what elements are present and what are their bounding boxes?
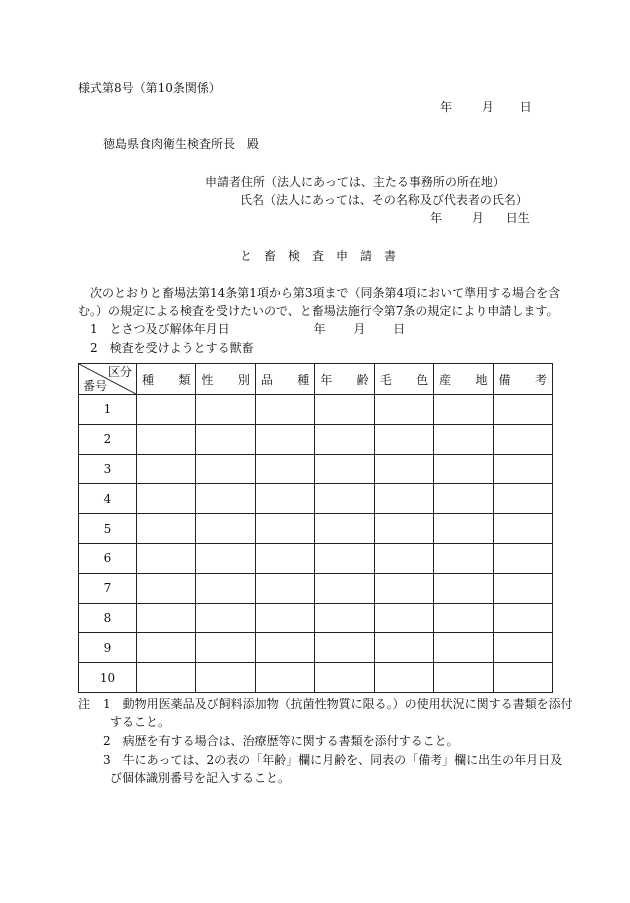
type-cell[interactable] — [137, 663, 196, 693]
note-2: 2 病歴を有する場合は、治療歴等に関する書類を添付すること。 — [103, 734, 459, 748]
type-cell[interactable] — [137, 573, 196, 603]
coat-color-cell[interactable] — [374, 424, 433, 454]
breed-cell[interactable] — [255, 663, 314, 693]
origin-cell[interactable] — [434, 395, 493, 425]
breed-cell[interactable] — [255, 454, 314, 484]
remarks-cell[interactable] — [493, 573, 552, 603]
coat-color-cell[interactable] — [374, 454, 433, 484]
corner-category-label: 区分 — [107, 365, 132, 379]
item-1-label: 1 とさつ及び解体年月日 — [90, 322, 230, 336]
breed-cell[interactable] — [255, 633, 314, 663]
column-header-char: 産 — [439, 372, 452, 387]
type-cell[interactable] — [137, 543, 196, 573]
origin-cell[interactable] — [434, 663, 493, 693]
origin-cell[interactable] — [434, 454, 493, 484]
remarks-cell[interactable] — [493, 514, 552, 544]
row-number: 10 — [79, 663, 137, 693]
addressee: 徳島県食肉衛生検査所長 殿 — [103, 137, 260, 151]
type-cell[interactable] — [137, 603, 196, 633]
row-number: 9 — [79, 633, 137, 663]
item-1-day: 日 — [393, 322, 406, 336]
date-month: 月 — [481, 100, 494, 114]
origin-cell[interactable] — [434, 603, 493, 633]
item-2-label: 2 検査を受けようとする獣畜 — [90, 341, 254, 355]
origin-cell[interactable] — [434, 514, 493, 544]
origin-cell[interactable] — [434, 484, 493, 514]
sex-cell[interactable] — [196, 573, 255, 603]
origin-cell[interactable] — [434, 424, 493, 454]
column-header-char: 備 — [498, 372, 511, 387]
coat-color-cell[interactable] — [374, 663, 433, 693]
coat-color-cell[interactable] — [374, 543, 433, 573]
origin-cell[interactable] — [434, 633, 493, 663]
table-row — [79, 603, 553, 633]
note-1-line-2: すること。 — [110, 715, 171, 729]
column-header-char: 毛 — [379, 372, 392, 387]
breed-cell[interactable] — [255, 543, 314, 573]
date-year: 年 — [440, 100, 453, 114]
type-cell[interactable] — [137, 424, 196, 454]
age-cell[interactable] — [315, 484, 374, 514]
sex-cell[interactable] — [196, 543, 255, 573]
age-cell[interactable] — [315, 424, 374, 454]
note-3-line-1: 3 牛にあっては、2の表の「年齢」欄に月齢を、同表の「備考」欄に出生の年月日及 — [103, 753, 563, 767]
sex-cell[interactable] — [196, 603, 255, 633]
remarks-cell[interactable] — [493, 663, 552, 693]
remarks-cell[interactable] — [493, 484, 552, 514]
column-header-char: 地 — [475, 372, 488, 387]
applicant-address-line: 申請者住所（法人にあっては、主たる事務所の所在地） — [205, 175, 505, 189]
column-header-char: 別 — [237, 372, 250, 387]
age-cell[interactable] — [315, 454, 374, 484]
type-cell[interactable] — [137, 454, 196, 484]
breed-cell[interactable] — [255, 484, 314, 514]
type-cell[interactable] — [137, 633, 196, 663]
sex-cell[interactable] — [196, 454, 255, 484]
applicant-birth-date — [430, 211, 530, 225]
table-row — [79, 424, 553, 454]
age-cell[interactable] — [315, 573, 374, 603]
breed-cell[interactable] — [255, 395, 314, 425]
column-header-char: 種 — [297, 372, 310, 387]
sex-cell[interactable] — [196, 395, 255, 425]
row-number: 2 — [79, 424, 137, 454]
type-cell[interactable] — [137, 514, 196, 544]
date-day: 日 — [519, 100, 532, 114]
column-header-age — [315, 364, 374, 395]
sex-cell[interactable] — [196, 514, 255, 544]
column-header-remarks — [493, 364, 552, 395]
row-number: 6 — [79, 543, 137, 573]
column-header-coat-color — [374, 364, 433, 395]
remarks-cell[interactable] — [493, 603, 552, 633]
table-row — [79, 573, 553, 603]
table-row — [79, 484, 553, 514]
applicant-name-line: 氏名（法人にあっては、その名称及び代表者の氏名） — [240, 193, 528, 207]
item-1-slaughter-date — [90, 322, 405, 336]
livestock-table — [78, 363, 553, 693]
age-cell[interactable] — [315, 663, 374, 693]
item-1-month: 月 — [353, 322, 366, 336]
column-header-char: 考 — [534, 372, 547, 387]
birth-day: 日生 — [505, 211, 530, 225]
column-header-breed — [255, 364, 314, 395]
row-number: 7 — [79, 573, 137, 603]
coat-color-cell[interactable] — [374, 484, 433, 514]
remarks-cell[interactable] — [493, 633, 552, 663]
item-1-year: 年 — [313, 322, 326, 336]
form-label: 様式第8号（第10条関係） — [78, 81, 221, 95]
age-cell[interactable] — [315, 395, 374, 425]
coat-color-cell[interactable] — [374, 395, 433, 425]
document-title: と 畜 検 査 申 請 書 — [240, 249, 397, 263]
table-row — [79, 514, 553, 544]
table-corner-cell — [79, 364, 137, 395]
table-row — [79, 663, 553, 693]
remarks-cell[interactable] — [493, 424, 552, 454]
table-row — [79, 633, 553, 663]
origin-cell[interactable] — [434, 543, 493, 573]
body-text-line-1: 次のとおりと畜場法第14条第1項から第3項まで（同条第4項において準用する場合を含 — [90, 286, 561, 300]
column-header-origin — [434, 364, 493, 395]
column-header-char: 種 — [142, 372, 155, 387]
breed-cell[interactable] — [255, 424, 314, 454]
breed-cell[interactable] — [255, 573, 314, 603]
coat-color-cell[interactable] — [374, 603, 433, 633]
age-cell[interactable] — [315, 603, 374, 633]
breed-cell[interactable] — [255, 603, 314, 633]
corner-number-label: 番号 — [83, 379, 108, 393]
row-number: 1 — [79, 395, 137, 425]
column-header-char: 類 — [178, 372, 191, 387]
breed-cell[interactable] — [255, 514, 314, 544]
application-date — [440, 100, 532, 114]
table-row — [79, 543, 553, 573]
type-cell[interactable] — [137, 484, 196, 514]
table-header-row — [79, 364, 553, 395]
column-header-char: 年 — [320, 372, 333, 387]
row-number: 4 — [79, 484, 137, 514]
age-cell[interactable] — [315, 543, 374, 573]
table-row — [79, 454, 553, 484]
body-text-line-2: む。）の規定による検査を受けたいので、と畜場法施行令第7条の規定により申請します。 — [78, 304, 559, 318]
table-row — [79, 395, 553, 425]
notes-label: 注 — [78, 697, 91, 711]
remarks-cell[interactable] — [493, 454, 552, 484]
column-header-char: 色 — [416, 372, 429, 387]
row-number: 3 — [79, 454, 137, 484]
origin-cell[interactable] — [434, 573, 493, 603]
remarks-cell[interactable] — [493, 543, 552, 573]
column-header-char: 性 — [201, 372, 214, 387]
coat-color-cell[interactable] — [374, 514, 433, 544]
row-number: 5 — [79, 514, 137, 544]
sex-cell[interactable] — [196, 424, 255, 454]
sex-cell[interactable] — [196, 663, 255, 693]
column-header-char: 齢 — [356, 372, 369, 387]
note-1-line-1: 1 動物用医薬品及び飼料添加物（抗菌性物質に限る。）の使用状況に関する書類を添付 — [103, 697, 573, 711]
row-number: 8 — [79, 603, 137, 633]
table-body — [79, 395, 553, 693]
birth-year: 年 — [430, 211, 443, 225]
age-cell[interactable] — [315, 633, 374, 663]
type-cell[interactable] — [137, 395, 196, 425]
sex-cell[interactable] — [196, 484, 255, 514]
note-3-line-2: び個体識別番号を記入すること。 — [110, 771, 291, 785]
age-cell[interactable] — [315, 514, 374, 544]
column-header-type — [137, 364, 196, 395]
birth-month: 月 — [471, 211, 484, 225]
coat-color-cell[interactable] — [374, 633, 433, 663]
column-header-char: 品 — [260, 372, 273, 387]
sex-cell[interactable] — [196, 633, 255, 663]
column-header-sex — [196, 364, 255, 395]
remarks-cell[interactable] — [493, 395, 552, 425]
coat-color-cell[interactable] — [374, 573, 433, 603]
